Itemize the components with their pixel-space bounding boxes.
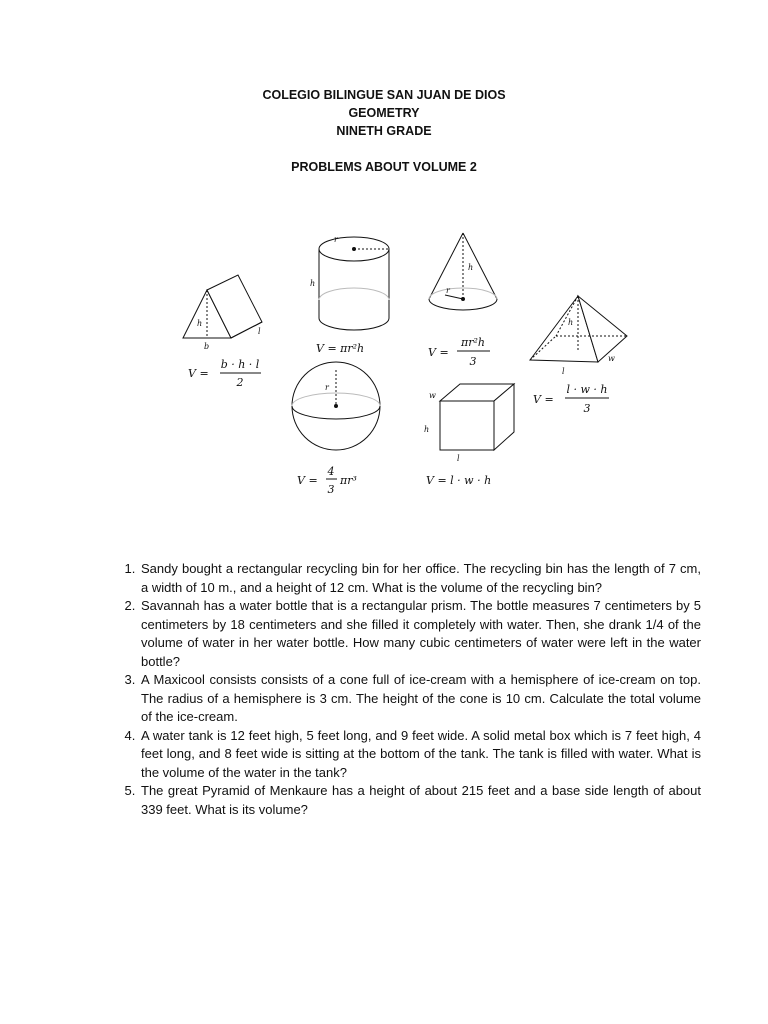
pyramid-formula-left: V = [533, 393, 554, 406]
problem-item: 4. A water tank is 12 feet high, 5 feet long, and 9 feet wide. A solid metal box which is 7 feet high, 4 feet long, and 8 feet wide is sitting at the bottom of the tank. The tank is filled with water. What is the volume of the water in the tank? [139, 727, 701, 783]
cone-formula-left: V = [428, 346, 449, 359]
volume-formulas-figure [0, 220, 768, 500]
pyramid-formula-denominator: 3 [583, 402, 591, 415]
pyramid-formula-numerator: l · w · h [566, 383, 608, 396]
sphere-label-r: r [325, 383, 329, 392]
prism-formula-left: V = [188, 367, 209, 380]
cylinder-figure [310, 235, 389, 355]
cylinder-label-h: h [310, 279, 316, 288]
grade-name: NINETH GRADE [336, 124, 432, 138]
subject-name: GEOMETRY [348, 106, 420, 120]
box-label-w: w [429, 391, 436, 400]
sphere-formula-right: πr³ [340, 474, 357, 487]
box-label-l: l [457, 454, 460, 463]
prism-label-b: b [204, 342, 210, 351]
problem-list [112, 560, 701, 819]
rectangular-box-figure [424, 384, 514, 487]
school-name: COLEGIO BILINGUE SAN JUAN DE DIOS [262, 88, 506, 102]
prism-formula-numerator: b · h · l [220, 358, 260, 371]
sphere-formula-left: V = [297, 474, 318, 487]
pyramid-label-w: w [608, 354, 615, 363]
triangular-prism-figure [183, 275, 262, 389]
cylinder-label-r: r [334, 235, 338, 244]
box-formula: V = l · w · h [426, 474, 492, 487]
page-title: PROBLEMS ABOUT VOLUME 2 [291, 160, 477, 174]
prism-label-l: l [258, 327, 261, 336]
sphere-formula-denominator: 3 [327, 483, 335, 496]
pyramid-label-h: h [568, 318, 574, 327]
cone-label-h: h [468, 263, 474, 272]
problem-item: 3. A Maxicool consists consists of a cone full of ice-cream with a hemisphere of ice-cream on top. The radius of a hemisphere is 3 cm. The height of the cone is 10 cm. Calculate the total volume of the ice-cream. [139, 671, 701, 727]
sphere-formula-numerator: 4 [327, 465, 335, 478]
pyramid-figure [530, 296, 627, 415]
cylinder-formula: V = πr²h [316, 342, 365, 355]
document-header [0, 86, 768, 140]
cone-formula-numerator: πr²h [461, 336, 485, 349]
problem-item: 2. Savannah has a water bottle that is a rectangular prism. The bottle measures 7 centimeters by 5 centimeters by 18 centimeters and she filled it completely with water. Then, she drank 1/4 of the volume of water in her water bottle. How many cubic centimeters of water were left in the water bottle? [139, 597, 701, 671]
cone-formula-denominator: 3 [469, 355, 477, 368]
sphere-figure [292, 362, 380, 496]
prism-formula-denominator: 2 [236, 376, 244, 389]
prism-label-h: h [197, 319, 203, 328]
pyramid-label-l: l [562, 367, 565, 376]
cone-label-r: r [446, 286, 450, 295]
problem-item: 1. Sandy bought a rectangular recycling bin for her office. The recycling bin has the length of 7 cm, a width of 10 m., and a height of 12 cm. What is the volume of the recycling bin? [139, 560, 701, 597]
problem-item: 5. The great Pyramid of Menkaure has a height of about 215 feet and a base side length of about 339 feet. What is its volume? [139, 782, 701, 819]
cone-figure [428, 233, 497, 368]
box-label-h: h [424, 425, 430, 434]
